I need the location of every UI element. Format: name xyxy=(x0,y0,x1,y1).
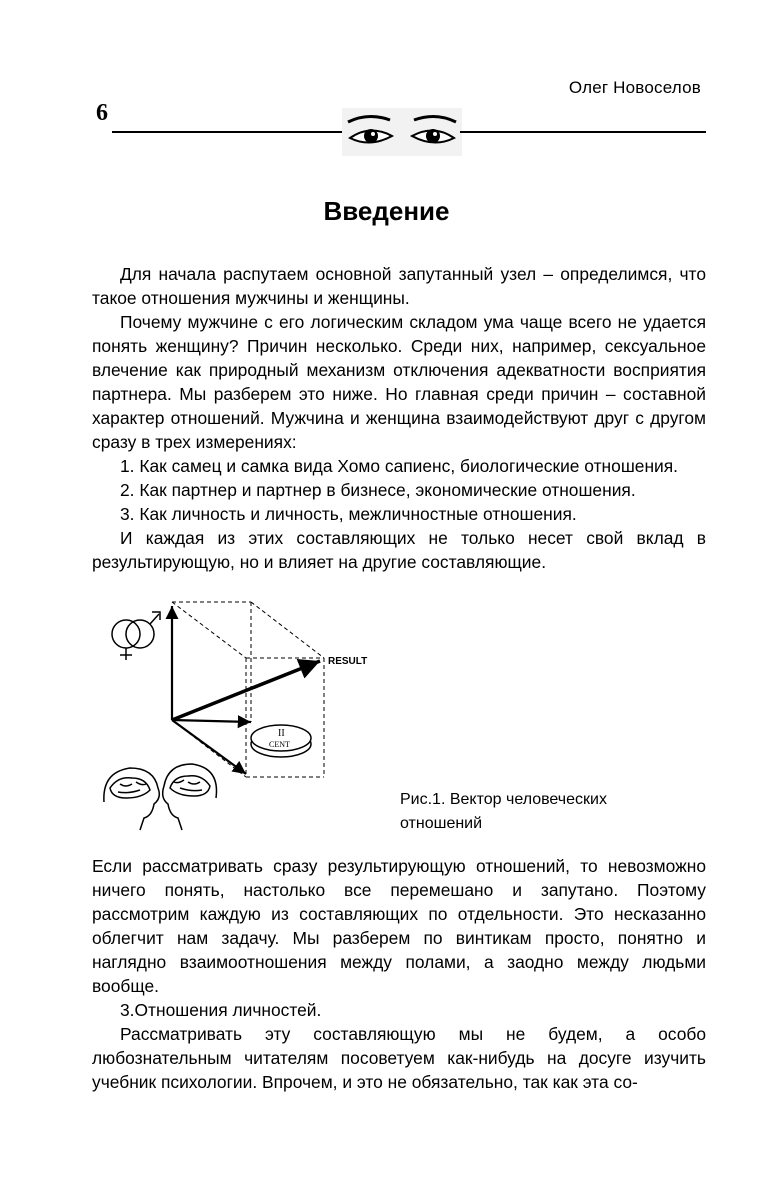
paragraph: Почему мужчине с его логическим складом ума чаще всего не удается понять женщину? Причин несколько. Среди них, например, сексуальное влечение как природный механизм отключения адекватности восприятия партнера. Мы разберем это ниже. Но главная среди причин – составной характер отношений. Мужчина и женщина взаимодействуют друг с другом сразу в трех измерениях: xyxy=(92,312,706,452)
coin-text: CENT xyxy=(269,740,290,749)
vector-figure xyxy=(96,592,396,832)
body-text-bottom xyxy=(92,854,706,1094)
paragraph: Рассматривать эту составляющую мы не будем, а особо любознательным читателям посоветуем как-нибудь на досуге изучить учебник психологии. Впрочем, и это не обязательно, так как эта со- xyxy=(92,1024,706,1092)
body-text-top xyxy=(92,262,706,574)
coin-numeral: II xyxy=(278,728,285,739)
list-item: 1. Как самец и самка вида Хомо сапиенс, биологические отношения. xyxy=(120,456,679,476)
section-heading: 3.Отношения личностей. xyxy=(120,1000,322,1020)
chapter-title: Введение xyxy=(323,196,450,226)
paragraph: И каждая из этих составляющих не только несет свой вклад в результирующую, но и влияет на другие составляющие. xyxy=(92,528,706,572)
gender-symbols-icon xyxy=(112,612,160,660)
paragraph: Для начала распутаем основной запутанный узел – определимся, что такое отношения мужчины и женщины. xyxy=(92,264,706,308)
page-number: 6 xyxy=(96,100,108,126)
running-header-author: Олег Новоселов xyxy=(568,78,701,97)
header-rule-right xyxy=(460,131,706,133)
header-rule-left xyxy=(112,131,342,133)
heads-brains-icon xyxy=(104,764,217,830)
paragraph: Если рассматривать сразу результирующую отношений, то невозможно ничего понять, настолько все перемешано и запутано. Поэтому рассмотрим каждую из составляющих по отдельности. Это несказанно облегчит нам задачу. Мы разберем по винтикам просто, понятно и наглядно взаимоотношения между полами, а заодно между людьми вообще. xyxy=(92,856,706,996)
coin-icon xyxy=(251,725,311,757)
figure-caption: Рис.1. Вектор человеческих отношений xyxy=(400,791,607,832)
result-label: RESULT xyxy=(328,656,368,667)
list-item: 2. Как партнер и партнер в бизнесе, экономические отношения. xyxy=(120,480,636,500)
eyes-ornament-icon xyxy=(342,108,462,156)
list-item: 3. Как личность и личность, межличностные отношения. xyxy=(120,504,577,524)
